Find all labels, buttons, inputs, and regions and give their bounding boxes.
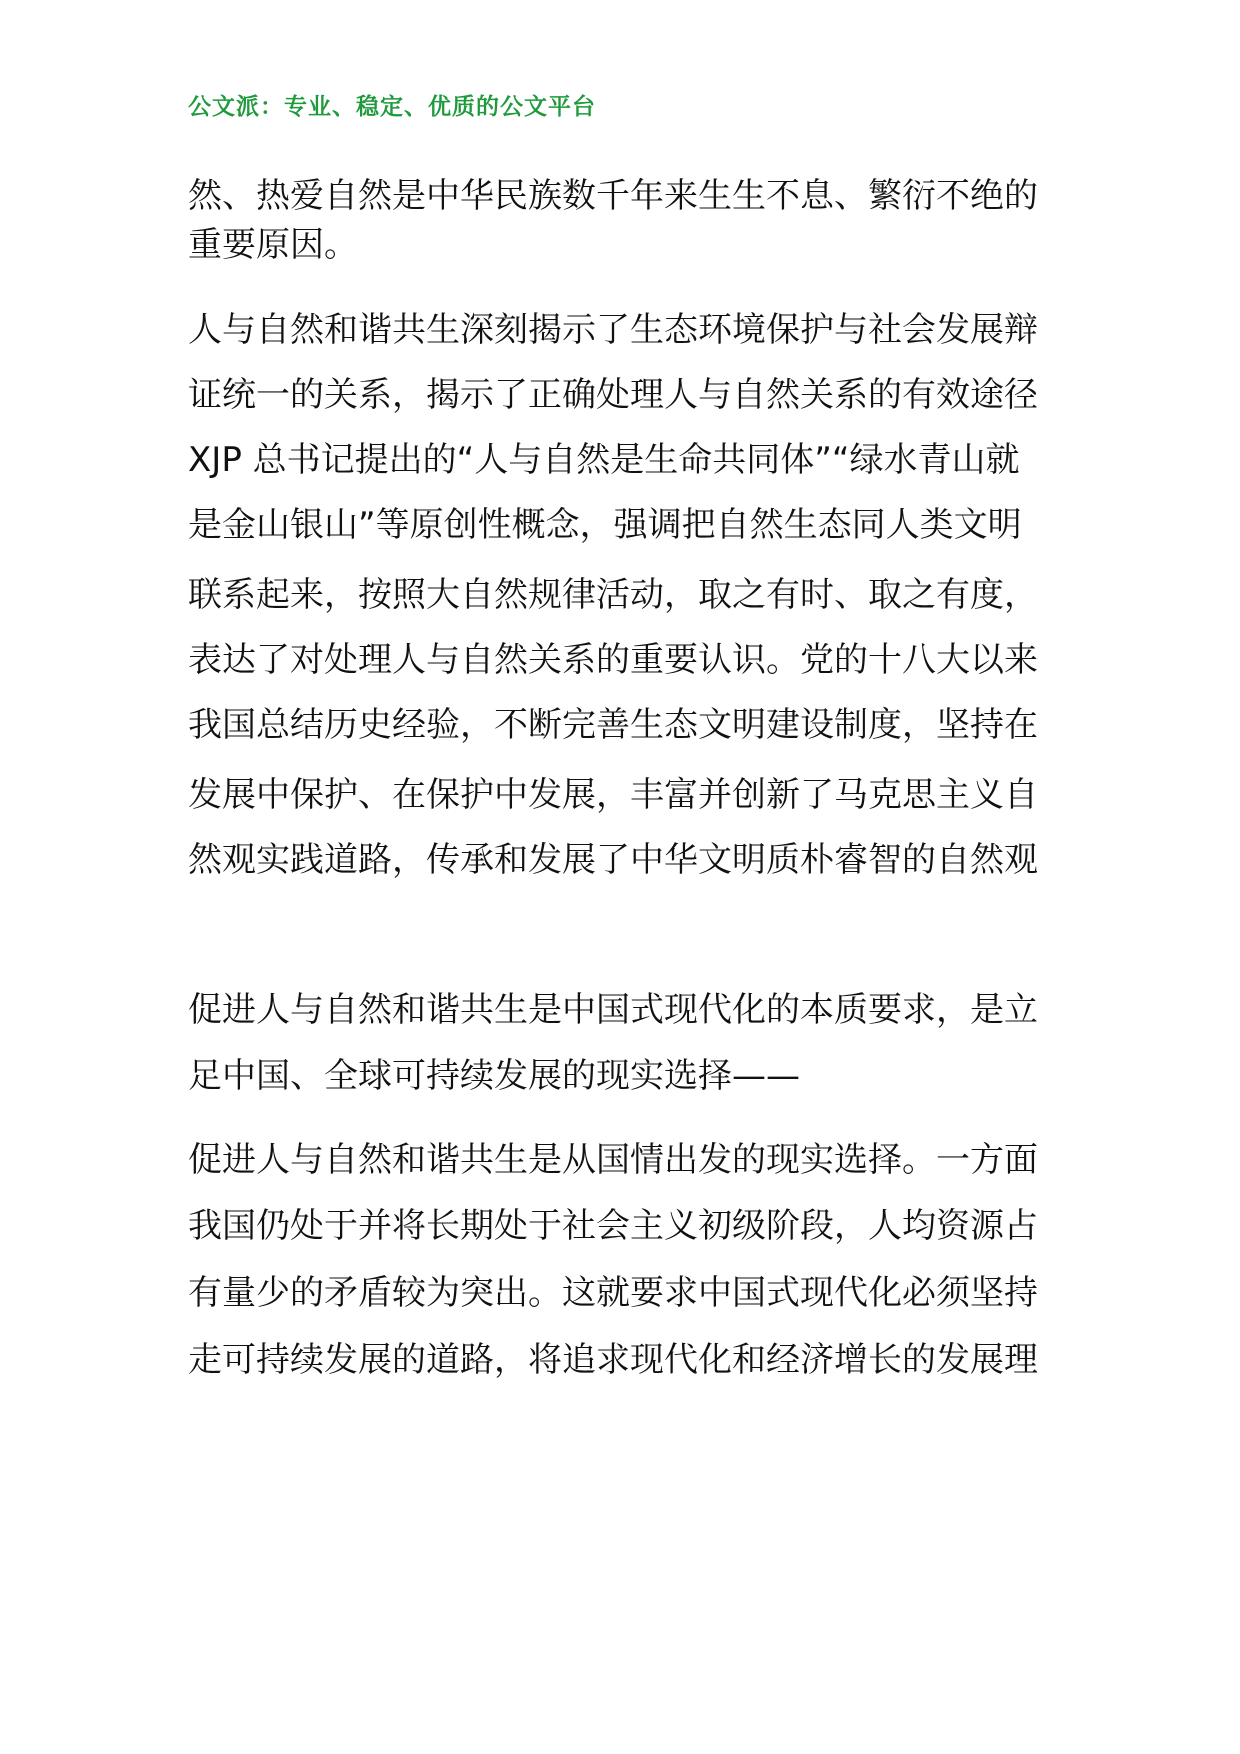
body-text-line: 促进人与自然和谐共生是从国情出发的现实选择。一方面 (188, 1140, 1038, 1180)
body-text-line: 发展中保护、在保护中发展，丰富并创新了马克思主义自 (188, 775, 1038, 815)
body-text-line: XJP 总书记提出的“人与自然是生命共同体”“绿水青山就 (188, 440, 1020, 480)
body-text-line: 有量少的矛盾较为突出。这就要求中国式现代化必须坚持 (188, 1273, 1038, 1313)
body-text-line: 表达了对处理人与自然关系的重要认识。党的十八大以来 (188, 640, 1038, 680)
body-text-line: 证统一的关系，揭示了正确处理人与自然关系的有效途径 (188, 375, 1038, 415)
body-text-line: 是金山银山”等原创性概念，强调把自然生态同人类文明 (188, 505, 1022, 545)
document-header-brand: 公文派：专业、稳定、优质的公文平台 (188, 94, 596, 120)
body-text-line: 人与自然和谐共生深刻揭示了生态环境保护与社会发展辩 (188, 310, 1038, 350)
body-text-line: 足中国、全球可持续发展的现实选择—— (188, 1056, 800, 1096)
body-text-line: 我国总结历史经验，不断完善生态文明建设制度，坚持在 (188, 705, 1038, 745)
body-text-line: 联系起来，按照大自然规律活动，取之有时、取之有度， (188, 575, 1038, 615)
body-text-line: 然、热爱自然是中华民族数千年来生生不息、繁衍不绝的 (188, 176, 1038, 216)
body-text-line: 促进人与自然和谐共生是中国式现代化的本质要求，是立 (188, 990, 1038, 1030)
body-text-line: 然观实践道路，传承和发展了中华文明质朴睿智的自然观 (188, 840, 1038, 880)
body-text-line: 走可持续发展的道路，将追求现代化和经济增长的发展理 (188, 1340, 1038, 1380)
body-text-line: 我国仍处于并将长期处于社会主义初级阶段，人均资源占 (188, 1206, 1038, 1246)
body-text-line: 重要原因。 (188, 225, 358, 265)
